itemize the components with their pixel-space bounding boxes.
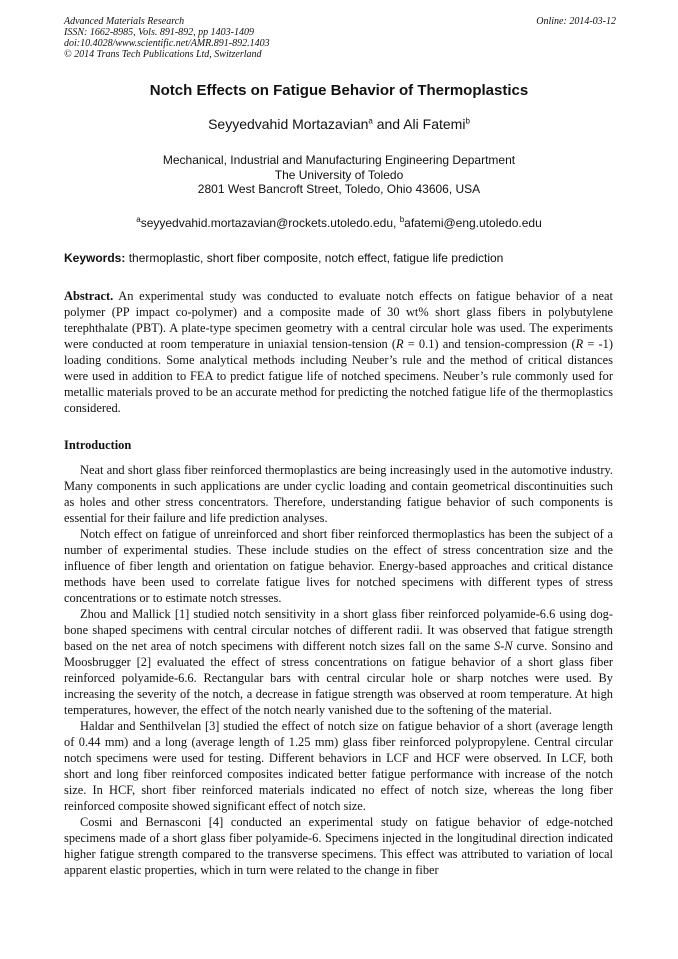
author-2-name: Ali Fatemi — [403, 116, 466, 132]
abstract-text-3: = -1) loading conditions. Some analytical methods including Neuber’s rule and the method of critical distances were used in addition to FEA to predict fatigue life of notched specimens. Neuber’s rule commonly used for metallic materials proved to be an accurate method for predicting the notched fatigue life of the thermoplastics considered. — [64, 337, 613, 415]
intro-paragraph-3 — [64, 606, 613, 718]
affiliation — [0, 153, 678, 197]
abstract — [64, 288, 613, 416]
abstract-r-symbol-2: R — [575, 337, 584, 351]
author-conjunction: and — [372, 116, 404, 132]
author-list — [0, 116, 678, 132]
email-a: seyyedvahid.mortazavian@rockets.utoledo.edu, — [140, 216, 400, 230]
intro-paragraph-4: Haldar and Senthilvelan [3] studied the effect of notch size on fatigue behavior of a short (average length of 0.44 mm) and a long (average length of 1.25 mm) glass fiber reinforced polypropylene. Central circular notch specimens were used for testing. Different behaviors in LCF and HCF were observed. In LCF, both short and long fiber reinforced composites indicated better fatigue performance with increase of the notch size. In HCF, short fiber reinforced materials indicated no effect of notch size, whereas the long fiber reinforced composite showed significant effect of notch size. — [64, 719, 613, 813]
email-b: afatemi@eng.utoledo.edu — [404, 216, 542, 230]
author-2-sup: b — [465, 116, 470, 126]
abstract-text-2: = 0.1) and tension-compression ( — [403, 337, 576, 351]
author-emails — [0, 215, 678, 230]
email-a-sup: a — [136, 215, 141, 224]
journal-header — [64, 16, 616, 60]
journal-name: Advanced Materials Research — [64, 16, 185, 27]
copyright-line: © 2014 Trans Tech Publications Ltd, Switzerland — [64, 49, 262, 60]
intro-paragraph-1: Neat and short glass fiber reinforced thermoplastics are being increasingly used in the automotive industry. Many components in such applications are under cyclic loading and contain geometrical discontinuities such as holes and other stress concentrators. Therefore, understanding fatigue behavior of such components is essential for their failure and life prediction analyses. — [64, 463, 613, 525]
abstract-text-1: An experimental study was conducted to evaluate notch effects on fatigue behavior of a neat polymer (PP impact co-polymer) and a composite made of 30 wt% short glass fibers in polybutylene terephthalate (PBT). A plate-type specimen geometry with a central circular hole was used. The experiments were conducted at room temperature in uniaxial tension-tension ( — [64, 289, 613, 351]
intro-p3-text-b: curve. Sonsino and Moosbrugger [2] evaluated the effect of stress concentrations on fatigue behavior of a short glass fiber reinforced polyamide-6.6. Rectangular bars with central circular hole or sharp notches were used. By increasing the severity of the notch, a decrease in fatigue strength was observed at room temperature. At high temperatures, however, the effect of the notch nearly vanished due to the softening of the material. — [64, 639, 613, 717]
introduction-heading: Introduction — [64, 438, 132, 452]
intro-paragraph-5: Cosmi and Bernasconi [4] conducted an experimental study on fatigue behavior of edge-notched specimens made of a short glass fiber polyamide-6. Specimens injected in the longitudinal direction indicated higher fatigue strength compared to the transverse specimens. This effect was attributed to variation of local apparent elastic properties, which in turn were related to the change in fiber — [64, 815, 613, 877]
affiliation-university: The University of Toledo — [274, 167, 404, 182]
introduction-body — [64, 462, 613, 878]
author-1-sup: a — [368, 116, 373, 126]
paper-title: Notch Effects on Fatigue Behavior of Thermoplastics — [149, 82, 529, 99]
issn-line: ISSN: 1662-8985, Vols. 891-892, pp 1403-1409 — [64, 27, 254, 38]
intro-p3-text-a: Zhou and Mallick [1] studied notch sensitivity in a short glass fiber reinforced polyamide-6.6 using dog-bone shaped specimens with central circular notches of different radii. It was observed that fatigue strength based on the net area of notch specimens with different notch sizes fall on the same — [64, 607, 613, 653]
affiliation-department: Mechanical, Industrial and Manufacturing Engineering Department — [162, 153, 516, 167]
doi-line: doi:10.4028/www.scientific.net/AMR.891-892.1403 — [64, 38, 270, 49]
affiliation-address: 2801 West Bancroft Street, Toledo, Ohio 43606, USA — [197, 182, 481, 196]
keywords — [64, 251, 624, 265]
abstract-label: Abstract. — [64, 289, 114, 303]
online-date: Online: 2014-03-12 — [536, 16, 616, 27]
keywords-label: Keywords: — [64, 251, 126, 265]
intro-paragraph-2: Notch effect on fatigue of unreinforced and short fiber reinforced thermoplastics has been the subject of a number of experimental studies. These include studies on the effect of stress concentration size and the influence of fiber length and orientation on fatigue behavior. Energy-based approaches and critical distance methods have been used to correlate fatigue lives for notched specimens with different types of stress concentrations or to estimate notch stresses. — [64, 527, 613, 605]
abstract-r-symbol-1: R — [396, 337, 404, 351]
keywords-text: thermoplastic, short fiber composite, notch effect, fatigue life prediction — [125, 251, 504, 265]
author-1-name: Seyyedvahid Mortazavian — [208, 116, 369, 132]
sn-curve-term: S-N — [494, 639, 513, 653]
email-b-sup: b — [399, 215, 405, 224]
